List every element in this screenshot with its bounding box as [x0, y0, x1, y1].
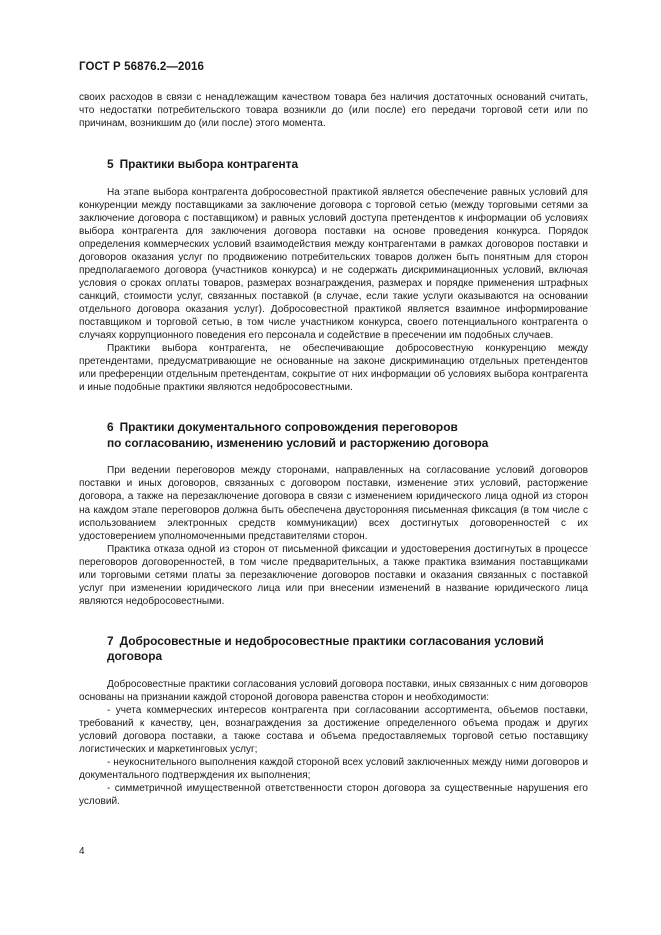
section-5-number: 5 [107, 157, 114, 172]
section-6-paragraph-1: При ведении переговоров между сторонами, направленных на согласование условий договоров поставки и иных договоров, связанных с договором поставки, изменение этих условий, расторжение договора, а также на перезаключение договора в связи с изменением юридического лица одной из сторон на каждом этапе переговоров должна быть обеспечена двусторонняя письменная фиксация (в том числе с использованием электронных средств коммуникации) всех достигнутых договоренностей с их удостоверением уполномоченными представителями сторон. [79, 465, 588, 542]
section-7-number: 7 [107, 633, 114, 648]
section-6-heading [79, 420, 588, 451]
section-5-paragraph-2: Практики выбора контрагента, не обеспечивающие добросовестную конкуренцию между претендентами, предусматривающие не основанные на законе дискриминацию отдельных претендентов или преференции отдельным претендентам, сокрытие от них информации об условиях выбора контрагента и иные подобные практики являются недобросовестными. [79, 343, 588, 394]
section-6-number: 6 [107, 420, 114, 435]
section-7-heading [79, 634, 588, 665]
list-item: - симметричной имущественной ответственности сторон договора за существенные нарушения его условий. [79, 783, 588, 808]
section-7-title-line-1: Добросовестные и недобросовестные практики согласования условий [119, 633, 544, 648]
section-6-paragraph-2: Практика отказа одной из сторон от письменной фиксации и удостоверения достигнутых в процессе переговоров договоренностей, в том числе предварительных, а также практика взимания поставщиками или торговыми сетями платы за перезаключение договоров поставки и оказания связанных с поставкой услуг при изменении юридического лица или при внесении изменений в название юридического лица являются недобросовестными. [79, 543, 588, 607]
page-number: 4 [79, 846, 85, 857]
intro-paragraph: своих расходов в связи с ненадлежащим качеством товара без наличия достаточных оснований считать, что недостатки потребительского товара возникли до (или после) его передачи торговой сети или по причинам, возникшим до (или после) этого момента. [79, 92, 588, 130]
section-5-heading [79, 157, 588, 173]
section-7-paragraph-1: Добросовестные практики согласования условий договора поставки, иных связанных с ним договоров основаны на признании каждой стороной договора равенства сторон и необходимости: [79, 678, 588, 703]
section-5-paragraph-1: На этапе выбора контрагента добросовестной практикой является обеспечение равных условий для конкуренции между поставщиками за заключение договора с торговой сетью (между торговыми сетями за заключение договора с поставщиком) и равных условий доступа претендентов к информации об условиях выбора контрагента для заключения договора поставки на основе проведения конкурса. Порядок определения коммерческих условий взаимодействия между контрагентами в рамках договоров поставки и договоров оказания услуг по продвижению потребительских товаров должен быть понятным для сторон предполагаемого договора (участников конкурса) и не содержать дискриминационных условий, включая условия о сроках оплаты товаров, размерах вознаграждения, размерах и порядке применения штрафных санкций, стоимости услуг, связанных поставкой (в случае, если такие услуги оказываются на основании отдельного договора оказания услуг). Добросовестной практикой является взаимное информирование поставщиком и торговой сетью, в том числе участником конкурса, своего потенциального контрагента о случаях коррупционного поведения его персонала и содействие в пресечении им подобных случаев. [79, 186, 588, 342]
document-body [79, 91, 588, 808]
section-5-title: Практики выбора контрагента [119, 157, 299, 172]
section-6-title-line-2: по согласованию, изменению условий и расторжению договора [107, 435, 489, 450]
document-standard-id: ГОСТ Р 56876.2—2016 [79, 61, 204, 73]
list-item: - неукоснительного выполнения каждой стороной всех условий заключенных между ними договоров и документального подтверждения их выполнения; [79, 757, 588, 782]
list-item: - учета коммерческих интересов контрагента при согласовании ассортимента, объемов поставки, требований к качеству, цен, вознаграждения за достижение определенного объема продаж и других условий договора поставки, а также состава и объема предоставляемых торговой сетью поставщику логистических и маркетинговых услуг; [79, 705, 588, 756]
section-6-title-line-1: Практики документального сопровождения переговоров [119, 420, 458, 435]
section-7-title-line-2: договора [107, 649, 163, 664]
